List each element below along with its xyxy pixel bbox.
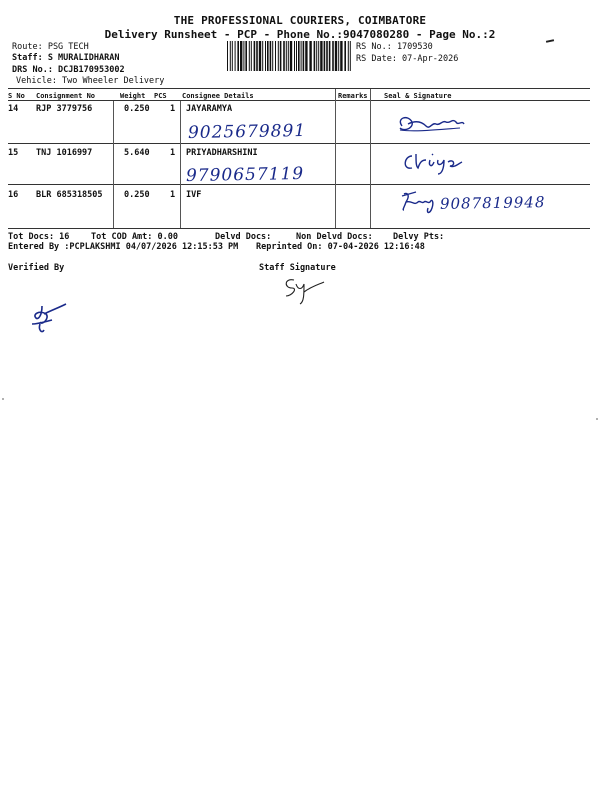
row-divider: [8, 143, 590, 144]
row-pcs: 1: [170, 104, 176, 114]
column-divider: [180, 101, 181, 228]
row-consignment: BLR 685318505: [36, 190, 103, 200]
vehicle-label: Vehicle: Two Wheeler Delivery: [16, 76, 165, 86]
company-title: THE PROFESSIONAL COURIERS, COIMBATORE: [173, 14, 427, 27]
row-sno: 15: [8, 148, 19, 158]
delivery-points: Delvy Pts:: [393, 232, 445, 242]
header-consignee: Consignee Details: [182, 92, 254, 100]
header-seal: Seal & Signature: [384, 92, 452, 100]
row-weight: 0.250: [124, 190, 150, 200]
handwritten-phone: 9087819948: [439, 193, 546, 213]
table-bottom-rule: [8, 228, 590, 229]
signature-image: [398, 188, 438, 216]
reprinted-on: Reprinted On: 07-04-2026 12:16:48: [256, 242, 425, 252]
delivered-docs: Delvd Docs:: [215, 232, 272, 242]
row-sno: 14: [8, 104, 19, 114]
staff-signature-label: Staff Signature: [259, 263, 336, 273]
staff-signature-image: [278, 274, 328, 308]
row-weight: 5.640: [124, 148, 150, 158]
row-pcs: 1: [170, 190, 176, 200]
runsheet-subtitle: Delivery Runsheet - PCP - Phone No.:9047080280 - Page No.:2: [104, 28, 496, 41]
table-header-rule: [8, 100, 590, 101]
column-divider: [113, 101, 114, 228]
column-divider: [335, 89, 336, 228]
row-pcs: 1: [170, 148, 176, 158]
rs-number: RS No.: 1709530: [356, 42, 433, 52]
signature-image: [394, 110, 474, 138]
handwritten-phone: 9790657119: [185, 163, 305, 187]
row-sno: 16: [8, 190, 19, 200]
row-divider: [8, 184, 590, 185]
header-remarks: Remarks: [338, 92, 368, 100]
row-weight: 0.250: [124, 104, 150, 114]
non-delivered-docs: Non Delvd Docs:: [296, 232, 373, 242]
stray-mark: [546, 39, 554, 43]
row-consignee: IVF: [186, 190, 202, 200]
header-weight: Weight: [120, 92, 146, 100]
row-consignment: RJP 3779756: [36, 104, 93, 114]
total-cod-amount: Tot COD Amt: 0.00: [91, 232, 178, 242]
staff-label: Staff: S MURALIDHARAN: [12, 53, 120, 63]
row-consignment: TNJ 1016997: [36, 148, 93, 158]
verifier-signature-image: [28, 300, 70, 338]
row-consignee: PRIYADHARSHINI: [186, 148, 258, 158]
scan-speck: [596, 418, 598, 420]
drs-number: DRS No.: DCJB170953002: [12, 65, 125, 75]
barcode-image: [226, 41, 352, 71]
rs-date: RS Date: 07-Apr-2026: [356, 54, 459, 64]
handwritten-phone: 9025679891: [187, 120, 307, 144]
total-docs: Tot Docs: 16: [8, 232, 70, 242]
table-top-rule: [8, 88, 590, 89]
scan-speck: [2, 398, 4, 400]
column-divider: [370, 89, 371, 228]
header-pcs: PCS: [154, 92, 167, 100]
row-consignee: JAYARAMYA: [186, 104, 233, 114]
entered-by: Entered By :PCPLAKSHMI 04/07/2026 12:15:53 PM: [8, 242, 239, 252]
signature-image: [398, 148, 468, 178]
header-consignment: Consignment No: [36, 92, 96, 100]
header-sno: S No: [8, 92, 25, 100]
verified-by-label: Verified By: [8, 263, 65, 273]
route-label: Route: PSG TECH: [12, 42, 89, 52]
